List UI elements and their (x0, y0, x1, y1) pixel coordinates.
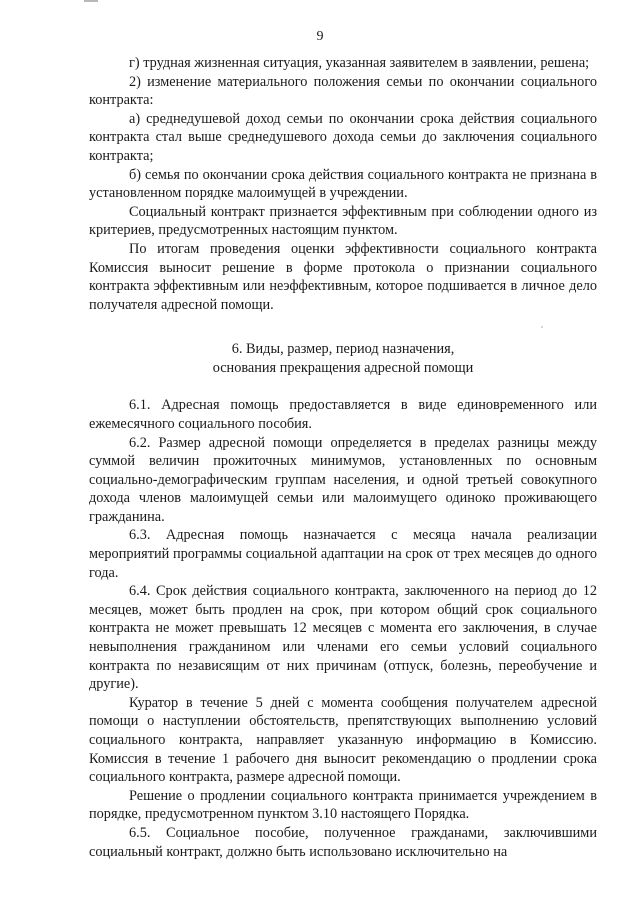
paragraph-commission-decision: По итогам проведения оценки эффективности социального контракта Комиссия выносит решение в форме протокола о признании социального контракта эффективным или неэффективным, которое подшивается в личное дело получателя адресной помощи. (89, 240, 597, 313)
paragraph-6-5: 6.5. Социальное пособие, полученное гражданами, заключившими социальный контракт, должно быть использовано исключительно на (89, 824, 597, 860)
scan-speck (541, 326, 543, 328)
paragraph-curator: Куратор в течение 5 дней с момента сообщения получателем адресной помощи о наступлении обстоятельств, препятствующих выполнению условий социального контракта, направляет указанную информацию в Комиссию. Комиссия в течение 1 рабочего дня выносит рекомендацию о продлении срока социального контракта, размере адресной помощи. (89, 694, 597, 786)
paragraph-criterion-a: а) среднедушевой доход семьи по окончании срока действия социального контракта стал выше среднедушевого дохода семьи до заключения социального контракта; (89, 110, 597, 164)
paragraph-6-2: 6.2. Размер адресной помощи определяется в пределах разницы между суммой величин прожиточных минимумов, установленных по основным социально-демографическим группам населения, и одной третьей совокупного дохода членов малоимущей семьи или малоимущего одиноко проживающего гражданина. (89, 434, 597, 525)
paragraph-effective-contract: Социальный контракт признается эффективным при соблюдении одного из критериев, предусмотренных настоящим пунктом. (89, 203, 597, 239)
page-number: 9 (316, 29, 324, 44)
paragraph-extension-decision: Решение о продлении социального контракта принимается учреждением в порядке, предусмотренном пунктом 3.10 настоящего Порядка. (89, 787, 597, 823)
section-heading-line-2: основания прекращения адресной помощи (212, 360, 474, 377)
paragraph-criterion-2: 2) изменение материального положения семьи по окончании социального контракта: (89, 73, 597, 109)
paragraph-6-1: 6.1. Адресная помощь предоставляется в виде единовременного или ежемесячного социального пособия. (89, 397, 597, 432)
scan-corner-mark (84, 0, 98, 2)
paragraph-6-4: 6.4. Срок действия социального контракта, заключенного на период до 12 месяцев, может быть продлен на срок, при котором общий срок социального контракта не может превышать 12 месяцев с момента его заключения, в случае невыполнения гражданином или членами его семьи условий социального контракта по независящим от них причинам (отпуск, болезнь, переобучение и другие). (89, 583, 597, 693)
paragraph-criterion-g: г) трудная жизненная ситуация, указанная заявителем в заявлении, решена; (129, 55, 590, 71)
section-heading-line-1: 6. Виды, размер, период назначения, (231, 341, 455, 358)
paragraph-criterion-b: б) семья по окончании срока действия социального контракта не признана в установленном порядке малоимущей в учреждении. (89, 166, 597, 202)
paragraph-6-3: 6.3. Адресная помощь назначается с месяца начала реализации мероприятий программы социальной адаптации на срок от трех месяцев до одного года. (89, 527, 597, 581)
document-body (89, 54, 597, 861)
section-heading (89, 340, 597, 378)
